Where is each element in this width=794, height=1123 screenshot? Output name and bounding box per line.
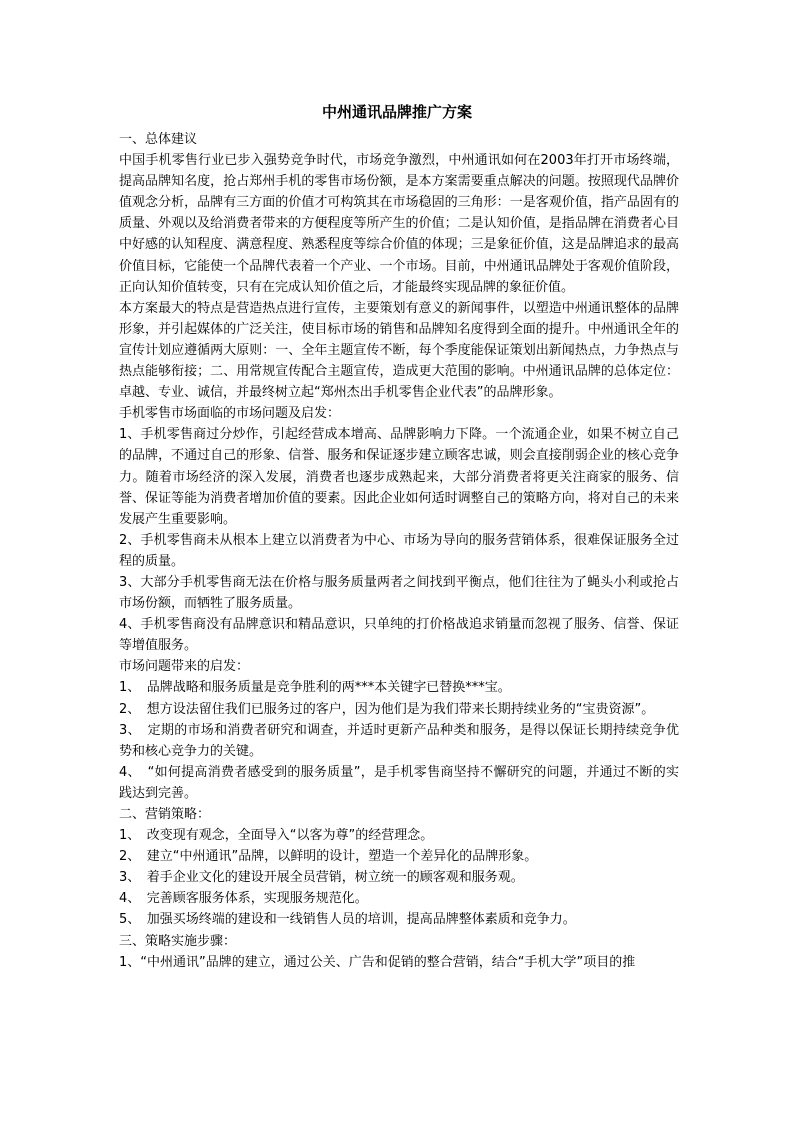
section-heading: 一、总体建议 [119, 132, 198, 147]
list-item: 3、 定期的市场和消费者研究和调查，并适时更新产品种类和服务，是得以保证长期持续竞争优势和核心竞争力的关键。 [119, 722, 679, 759]
body-paragraph: 中国手机零售行业已步入强势竞争时代，市场竞争激烈，中州通讯如何在2003年打开市场终端，提高品牌知名度，抢占郑州手机的零售市场份额，是本方案需要重点解决的问题。按照现代品牌价值观念分析，品牌有三方面的价值才可构筑其在市场稳固的三角形：一是客观价值，指产品固有的质量、外观以及给消费者带来的方便程度等所产生的价值；二是认知价值，是指品牌在消费者心目中好感的认知程度、满意程度、熟悉程度等综合价值的体现；三是象征价值，这是品牌追求的最高价值目标，它能使一个品牌代表着一个产业、一个市场。目前，中州通讯品牌处于客观价值阶段，正向认知价值转变，只有在完成认知价值之后，才能最终实现品牌的象征价值。 [119, 153, 679, 295]
list-item: 1、 改变现有观念，全面导入“以客为尊”的经营理念。 [119, 828, 434, 844]
body-paragraph: 本方案最大的特点是营造热点进行宣传，主要策划有意义的新闻事件，以塑造中州通讯整体的品牌形象，并引起媒体的广泛关注，使目标市场的销售和品牌知名度得到全面的提升。中州通讯全年的宣传计划应遵循两大原则：一、全年主题宣传不断，每个季度能保证策划出新闻热点，力争热点与热点能够衔接；二、用常规宣传配合主题宣传，造成更大范围的影响。中州通讯品牌的总体定位：卓越、专业、诚信，并最终树立起“郑州杰出手机零售企业代表”的品牌形象。 [119, 300, 679, 401]
section-heading: 二、营销策略： [119, 807, 211, 822]
list-item: 4、 “如何提高消费者感受到的服务质量”，是手机零售商坚持不懈研究的问题，并通过不断的实践达到完善。 [119, 764, 679, 801]
document-body [119, 129, 679, 973]
list-item: 1、 品牌战略和服务质量是竞争胜利的两***本关键字已替换***宝。 [119, 680, 511, 696]
subheading: 手机零售市场面临的市场问题及启发： [119, 406, 341, 422]
subheading: 市场问题带来的启发： [119, 659, 250, 675]
document-title: 中州通讯品牌推广方案 [321, 103, 472, 121]
list-item: 2、 建立“中州通讯”品牌，以鲜明的设计，塑造一个差异化的品牌形象。 [119, 849, 538, 865]
list-item: 4、手机零售商没有品牌意识和精品意识，只单纯的打价格战追求销量而忽视了服务、信誉、保证等增值服务。 [119, 617, 679, 654]
list-item: 2、 想方设法留住我们已服务过的客户，因为他们是为我们带来长期持续业务的“宝贵资源”。 [119, 701, 655, 717]
list-item: 4、 完善顾客服务体系，实现服务规范化。 [119, 891, 368, 907]
list-item: 1、“中州通讯”品牌的建立，通过公关、广告和促销的整合营销，结合“手机大学”项目的推 [119, 954, 636, 970]
list-item: 3、大部分手机零售商无法在价格与服务质量两者之间找到平衡点，他们往往为了蝇头小利或抢占市场份额，而牺牲了服务质量。 [119, 574, 679, 612]
list-item: 1、手机零售商过分炒作，引起经营成本增高、品牌影响力下降。一个流通企业，如果不树立自己的品牌，不通过自己的形象、信誉、服务和保证逐步建立顾客忠诚，则会直接削弱企业的核心竞争力。随着市场经济的深入发展，消费者也逐步成熟起来，大部分消费者将更关注商家的服务、信誉、保证等能为消费者增加价值的要素。因此企业如何适时调整自己的策略方向，将对自己的未来发展产生重要影响。 [119, 427, 679, 527]
list-item: 3、 着手企业文化的建设开展全员营销，树立统一的顾客观和服务观。 [119, 870, 524, 886]
list-item: 5、 加强买场终端的建设和一线销售人员的培训，提高品牌整体素质和竞争力。 [119, 912, 576, 928]
list-item: 2、手机零售商未从根本上建立以消费者为中心、市场为导向的服务营销体系，很难保证服务全过程的质量。 [119, 532, 679, 569]
section-heading: 三、策略实施步骤： [119, 933, 237, 949]
